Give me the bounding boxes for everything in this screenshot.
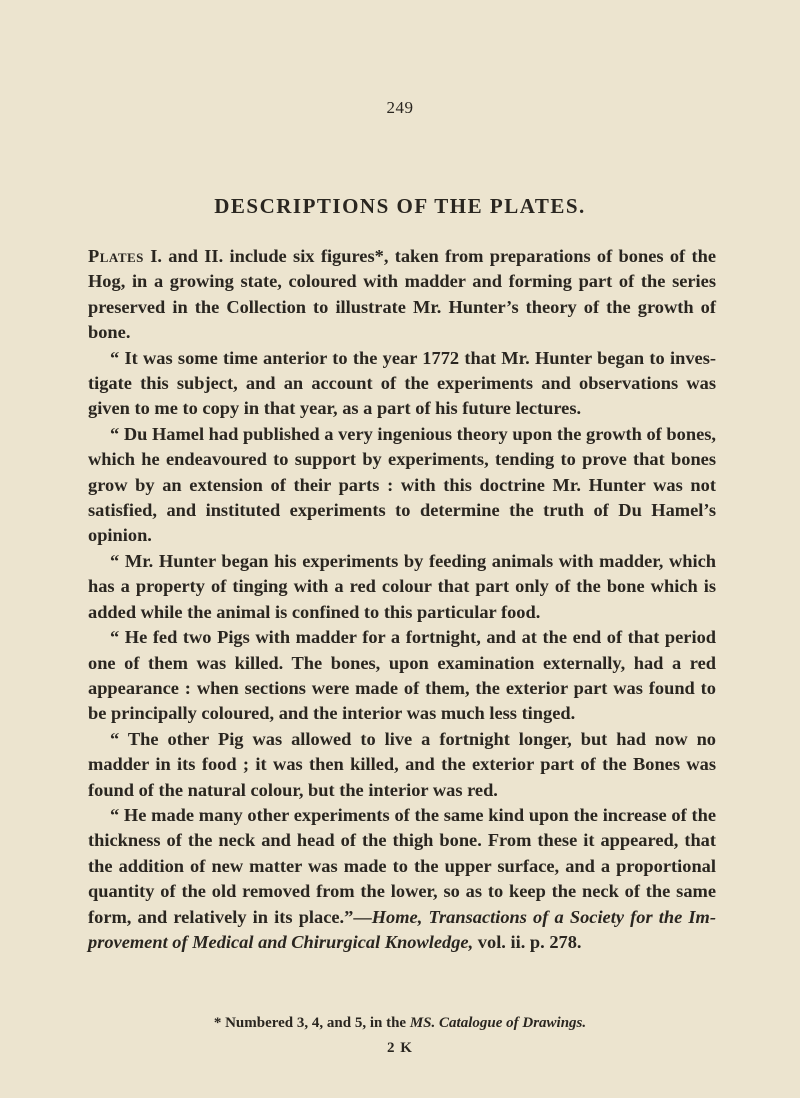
paragraph-1 xyxy=(88,244,716,346)
paragraph-5: “ He fed two Pigs with madder for a fortnight, and at the end of that period one of them was killed. The bones, upon examination externally, had a red appearance : when sections were made of them, the exterior part was found to be principally coloured, and the interior was much less tinged. xyxy=(88,627,716,724)
paragraph-6: “ The other Pig was allowed to live a fortnight longer, but had now no madder in its food ; it was then killed, and the exterior part of the Bones was found of the natural colour, but the interior was red. xyxy=(88,728,716,800)
citation-title: Home, Transactions of a Society for the Im-provement of Medical and Chirurgical Knowledge, xyxy=(88,906,716,952)
page-number: 249 xyxy=(386,98,414,117)
paragraph-2: “ It was some time anterior to the year 1772 that Mr. Hunter began to inves-tigate this subject, and an account of the experiments and observations was given to me to copy in that year, as a part of his future lectures. xyxy=(88,347,716,419)
paragraph-3: “ Du Hamel had published a very ingenious theory upon the growth of bones, which he endeavoured to support by experiments, tending to prove that bones grow by an extension of their parts : with this doctrine Mr. Hunter was not satisfied, and instituted experiments to determine the truth of Du Hamel’s opinion. xyxy=(88,423,716,546)
footnote-italic: MS. Catalogue of Drawings. xyxy=(409,1015,587,1031)
paragraph-7-text: “ He made many other experiments of the same kind upon the increase of the thickness of the neck and head of the thigh bone. From these it appeared, that the addition of new matter was made to the upper surface, and a proportional quantity of the old removed from the lower, so as to keep the neck of the same form, and relatively in its place.”— xyxy=(88,804,716,927)
body-text xyxy=(88,244,716,955)
footnote-text: * Numbered 3, 4, and 5, in the xyxy=(213,1015,410,1031)
paragraph-1-text: I. and II. include six figures*, taken from preparations of bones of the Hog, in a growing state, coloured with madder and forming part of the series preserved in the Collection to illustrate Mr. Hunter’s theory of the growth of bone. xyxy=(88,246,716,343)
paragraph-4: “ Mr. Hunter began his experiments by feeding animals with madder, which has a property of tinging with a red colour that part only of the bone which is added while the animal is confined to this particular food. xyxy=(88,550,716,622)
citation-volume: vol. ii. p. 278. xyxy=(473,931,582,952)
footnote xyxy=(0,1015,800,1032)
page-title: DESCRIPTIONS OF THE PLATES. xyxy=(214,194,586,218)
paragraph-lead-word: Plates xyxy=(88,246,144,266)
paragraph-7 xyxy=(88,803,716,955)
printer-signature: 2 K xyxy=(387,1040,413,1056)
